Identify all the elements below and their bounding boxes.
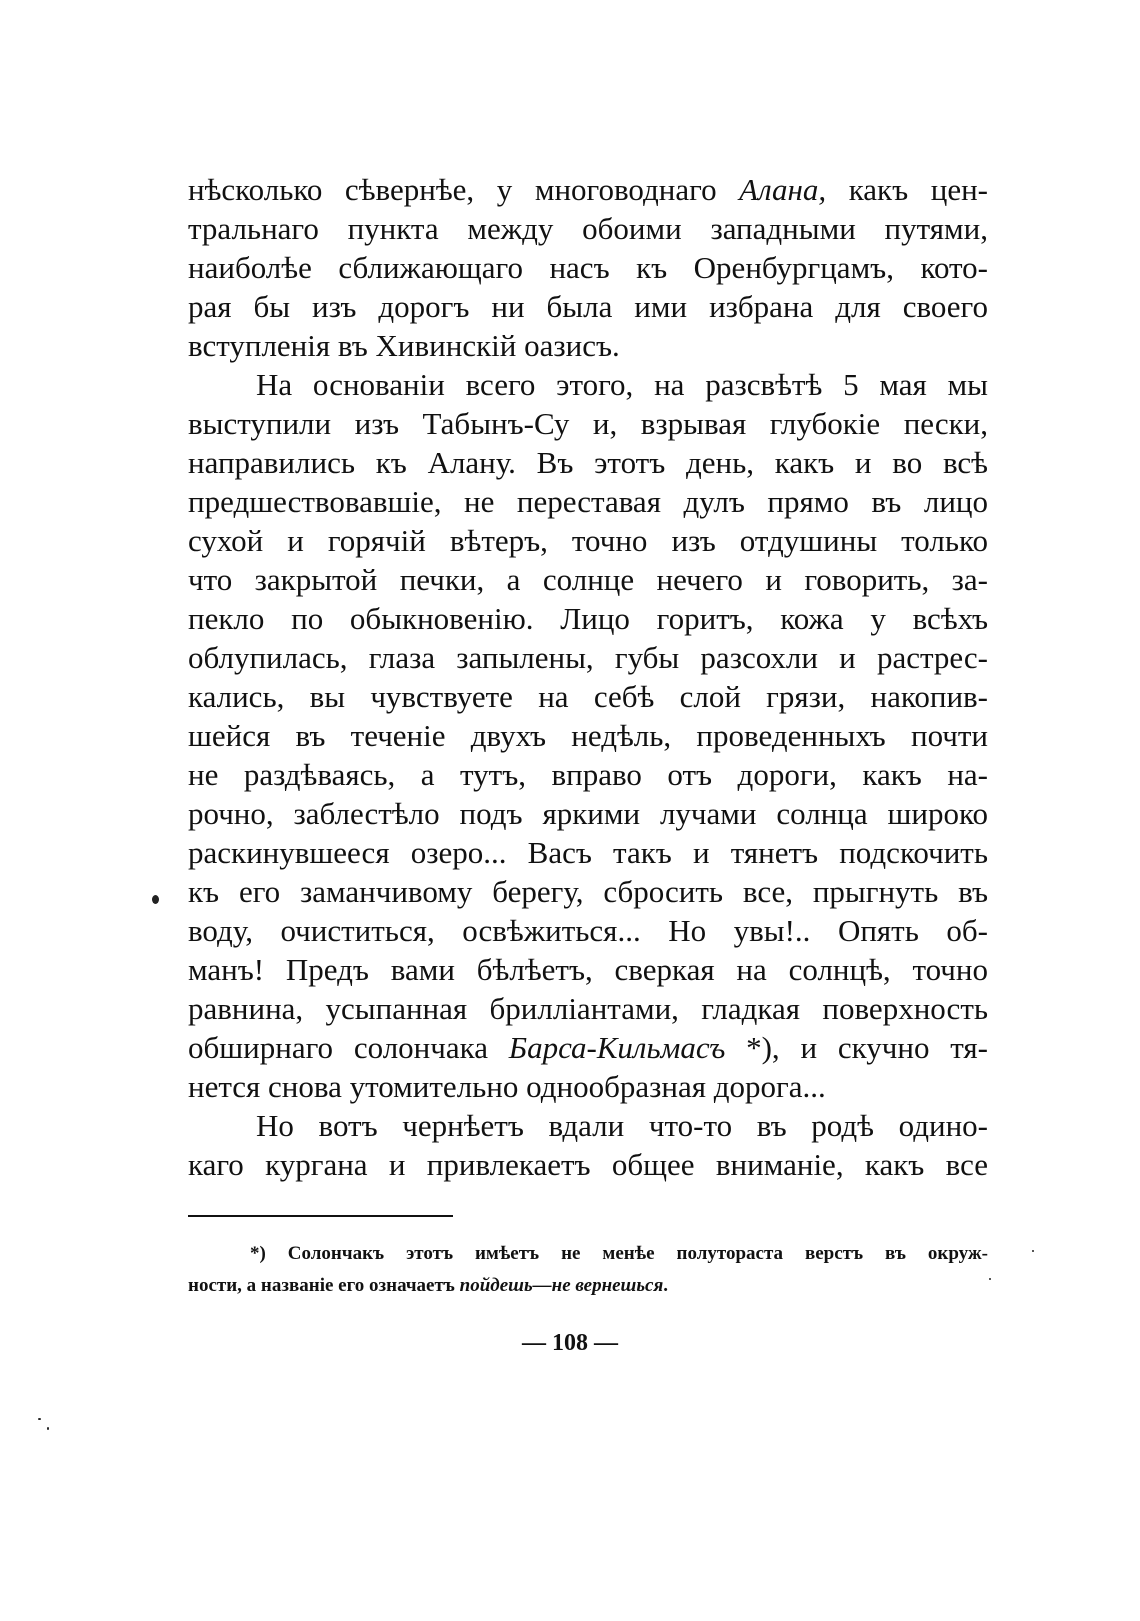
text-line: выступили изъ Табынъ-Су и, взрывая глубокіе пески, [188,406,988,441]
text-line: облупилась, глаза запылены, губы разсохли и растрес- [188,640,988,675]
text-line: рая бы изъ дорогъ ни была ими избрана для своего [188,289,988,324]
main-text [188,170,988,1184]
text-line: предшествовавшіе, не переставая дулъ прямо въ лицо [188,484,988,519]
scan-speck [989,1278,991,1280]
text-line: къ его заманчивому берегу, сбросить все, прыгнуть въ [188,874,988,909]
text-line: На основаніи всего этого, на разсвѣтѣ 5 мая мы [256,367,988,402]
text-line: обширнаго солончака Барса-Кильмасъ *), и скучно тя- [188,1030,989,1065]
text-line: шейся въ теченіе двухъ недѣль, проведенныхъ почти [188,718,988,753]
text-line: наиболѣе сближающаго насъ къ Оренбургцамъ, кото- [188,250,988,285]
text-line: раскинувшееся озеро... Васъ такъ и тянетъ подскочить [188,835,988,870]
text-line: кались, вы чувствуете на себѣ слой грязи, накопив- [188,679,988,714]
footnote [188,1238,988,1302]
footnote-divider [188,1215,453,1217]
scan-speck [47,1427,49,1430]
text-line: пекло по обыкновенію. Лицо горитъ, кожа у всѣхъ [188,601,988,636]
text-line: равнина, усыпанная брилліантами, гладкая поверхность [188,991,988,1026]
text-line: Но вотъ чернѣетъ вдали что-то въ родѣ одино- [256,1108,988,1143]
text-line: нѣсколько сѣвернѣе, у многоводнаго Алана, какъ цен- [188,172,988,207]
text-line: нется снова утомительно однообразная дорога... [188,1069,826,1104]
text-line: воду, очиститься, освѣжиться... Но увы!.. Опять об- [188,913,988,948]
text-line: тральнаго пункта между обоими западными путями, [188,211,988,246]
text-line: что закрытой печки, а солнце нечего и говорить, за- [188,562,988,597]
scan-speck [152,895,159,904]
text-line: направились къ Алану. Въ этотъ день, какъ и во всѣ [188,445,988,480]
footnote-line: *) Солончакъ этотъ имѣетъ не менѣе полутораста верстъ въ окруж- [250,1243,988,1264]
page-number: — 108 — [522,1330,618,1356]
text-line: вступленія въ Хивинскій оазисъ. [188,328,620,363]
scan-speck [1032,1250,1034,1252]
text-line: не раздѣваясь, а тутъ, вправо отъ дороги, какъ на- [188,757,988,792]
scan-speck [38,1418,41,1420]
text-line: сухой и горячій вѣтеръ, точно изъ отдушины только [188,523,988,558]
text-line: манъ! Предъ вами бѣлѣетъ, сверкая на солнцѣ, точно [188,952,988,987]
text-line: рочно, заблестѣло подъ яркими лучами солнца широко [188,796,988,831]
text-line: каго кургана и привлекаетъ общее вниманіе, какъ все [188,1147,988,1182]
footnote-line: ности, а названіе его означаетъ пойдешь—не вернешься. [188,1275,669,1296]
